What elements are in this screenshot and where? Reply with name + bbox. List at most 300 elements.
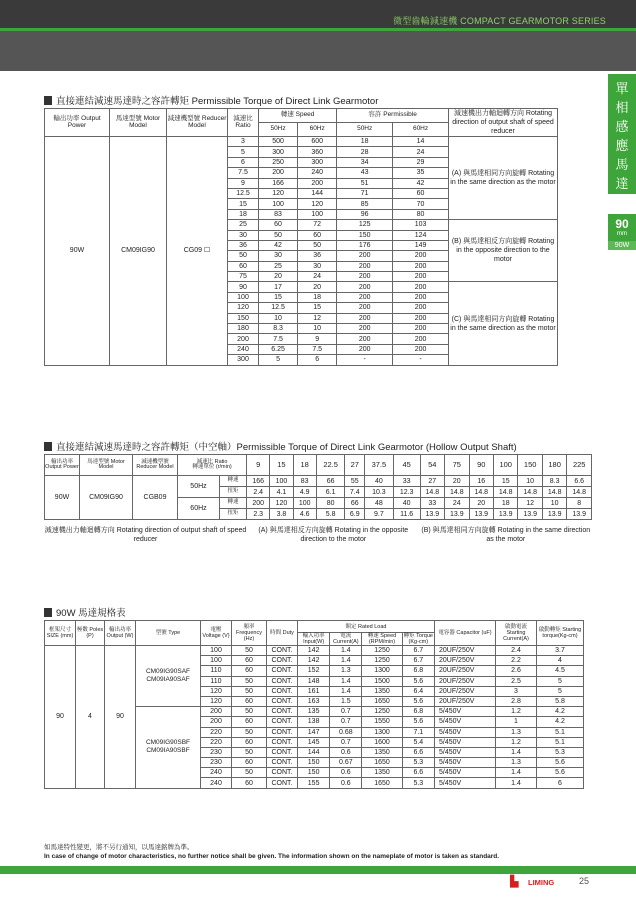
footer-green-rule xyxy=(0,866,636,874)
col-starting-current: 啟動電流 Starting Current(A) xyxy=(496,621,537,646)
table-cell: 34 xyxy=(337,157,393,167)
ratio-header: 150 xyxy=(518,455,542,476)
table-cell: 200 xyxy=(337,324,393,334)
side-tab-char: 應 xyxy=(615,139,629,154)
table-cell: 5.3 xyxy=(537,747,584,757)
table-cell: 5 xyxy=(537,686,584,696)
ratio-header: 22.5 xyxy=(316,455,345,476)
table-cell: 14.8 xyxy=(567,487,592,498)
logo-text: LIMING xyxy=(528,878,555,887)
table-cell: 1350 xyxy=(362,768,402,778)
motor-model-cell: CM09IG90 xyxy=(110,137,167,366)
ratio-header: 90 xyxy=(469,455,493,476)
table-cell: 1650 xyxy=(362,758,402,768)
ratio-header: 9 xyxy=(247,455,270,476)
table-cell: 230 xyxy=(201,747,232,757)
table-cell: 4 xyxy=(537,656,584,666)
table-cell: 60 xyxy=(298,230,337,240)
table-cell: CONT. xyxy=(267,737,298,747)
table-cell: 500 xyxy=(259,137,298,147)
table-cell: 120 xyxy=(228,303,259,313)
table-cell: 5 xyxy=(537,676,584,686)
table-cell: 200 xyxy=(201,717,232,727)
table-cell: 100 xyxy=(270,476,293,487)
table-cell: 15 xyxy=(493,476,517,487)
poles-cell: 4 xyxy=(76,646,105,789)
table-cell: 110 xyxy=(201,676,232,686)
table-cell: CONT. xyxy=(267,768,298,778)
table-cell: 0.7 xyxy=(330,717,362,727)
table-cell: 125 xyxy=(337,220,393,230)
table-cell: 60 xyxy=(393,188,449,198)
table-cell: CONT. xyxy=(267,666,298,676)
table-cell: 50 xyxy=(232,747,267,757)
table-cell: 100 xyxy=(259,199,298,209)
table-cell: 148 xyxy=(298,676,330,686)
table-cell: 5.6 xyxy=(537,758,584,768)
table-cell: 30 xyxy=(259,251,298,261)
table-cell: 6.4 xyxy=(402,686,434,696)
table-cell: 5 xyxy=(259,355,298,365)
table-cell: 4.1 xyxy=(270,487,293,498)
col-speed-60hz: 60Hz xyxy=(298,123,337,137)
table-cell: 6.8 xyxy=(402,707,434,717)
table-cell: - xyxy=(337,355,393,365)
table-cell: 124 xyxy=(393,230,449,240)
table-cell: 200 xyxy=(393,334,449,344)
table-cell: 96 xyxy=(337,209,393,219)
table-cell: 100 xyxy=(293,498,316,509)
table-row xyxy=(45,476,592,487)
table-cell: CONT. xyxy=(267,717,298,727)
motor-spec-table xyxy=(44,620,584,789)
ratio-header: 100 xyxy=(493,455,517,476)
table-cell: 200 xyxy=(393,324,449,334)
table-cell: 24 xyxy=(445,498,469,509)
ratio-header: 37.5 xyxy=(365,455,394,476)
table-cell: 200 xyxy=(337,272,393,282)
col-current: 電流 Current(A) xyxy=(330,633,362,646)
col-type: 型號 Type xyxy=(136,621,201,646)
table-cell: 14.8 xyxy=(445,487,469,498)
table-cell: 6.8 xyxy=(402,666,434,676)
table-cell: 13.9 xyxy=(567,509,592,520)
table-cell: 149 xyxy=(393,240,449,250)
table-cell: 18 xyxy=(228,209,259,219)
table-cell: 13.9 xyxy=(493,509,517,520)
table-cell: 5.1 xyxy=(537,727,584,737)
col-rotating-direction: 減速機出力軸迴轉方向 Rotating direction of output shaft of speed reducer xyxy=(449,109,558,137)
table-cell: 200 xyxy=(393,344,449,354)
table-cell: 6 xyxy=(537,778,584,788)
table-cell: 5.1 xyxy=(537,737,584,747)
table-cell: 200 xyxy=(393,303,449,313)
table-cell: 27 xyxy=(420,476,444,487)
side-tab xyxy=(608,74,636,194)
ratio-header: 54 xyxy=(420,455,444,476)
table-cell: 200 xyxy=(393,313,449,323)
table-cell: 60 xyxy=(259,220,298,230)
table-cell: 15 xyxy=(298,303,337,313)
table-cell: - xyxy=(393,355,449,365)
table-cell: 80 xyxy=(393,209,449,219)
table-cell: 0.7 xyxy=(330,707,362,717)
table-cell: 12.5 xyxy=(228,188,259,198)
table-cell: 9 xyxy=(228,178,259,188)
table-cell: 5.8 xyxy=(316,509,345,520)
table-cell: 300 xyxy=(259,147,298,157)
table-cell: 50 xyxy=(232,727,267,737)
table-cell: 30 xyxy=(298,261,337,271)
col-speed-50hz: 50Hz xyxy=(259,123,298,137)
bullet-square-icon xyxy=(44,96,52,105)
table-cell: 3.7 xyxy=(537,646,584,656)
bullet-square-icon xyxy=(44,442,52,451)
table-cell: 4.2 xyxy=(537,717,584,727)
table-cell: 6.1 xyxy=(316,487,345,498)
table-row xyxy=(45,137,558,147)
table-cell: 35 xyxy=(393,168,449,178)
table-cell: 1300 xyxy=(362,666,402,676)
note-english: In case of change of motor characteristics, no further notice shall be given. The information shown on the nameplate of motor is taken as standard. xyxy=(44,853,500,860)
table-cell: 100 xyxy=(228,292,259,302)
table-cell: 50 xyxy=(259,230,298,240)
table-cell: 152 xyxy=(298,666,330,676)
table-cell: 240 xyxy=(298,168,337,178)
table-cell: 7.5 xyxy=(298,344,337,354)
table-cell: 66 xyxy=(316,476,345,487)
table-cell: 24 xyxy=(393,147,449,157)
table-cell: 83 xyxy=(293,476,316,487)
table-cell: 90 xyxy=(228,282,259,292)
table-cell: 0.6 xyxy=(330,778,362,788)
page-number: 25 xyxy=(579,876,590,886)
table-cell: 20UF/250V xyxy=(435,646,496,656)
section2-title: 直接連結減速馬達時之容許轉矩（中空軸）Permissible Torque of Direct Link Gearmotor (Hollow Output Shaft) xyxy=(44,439,517,453)
table-cell: 20 xyxy=(298,282,337,292)
col-output-power: 輸出功率 Output Power xyxy=(45,109,110,137)
table-cell: 5/450V xyxy=(435,768,496,778)
table-cell: CONT. xyxy=(267,707,298,717)
row-label: 扭矩 xyxy=(219,487,246,498)
table-cell: 12 xyxy=(518,498,542,509)
col-motor-model: 馬達型號 Motor Model xyxy=(80,455,133,476)
table-cell: 20UF/250V xyxy=(435,696,496,706)
table-cell: 120 xyxy=(201,696,232,706)
direction-head: 減速機出力軸迴轉方向 Rotating direction of output shaft of speed reducer xyxy=(44,527,247,543)
ratio-header: 15 xyxy=(270,455,293,476)
table-cell: 12.5 xyxy=(259,303,298,313)
table-cell: 15 xyxy=(228,199,259,209)
table-cell: 1650 xyxy=(362,778,402,788)
section3-title: 90W 馬達規格表 xyxy=(44,605,126,619)
table-cell: 240 xyxy=(201,768,232,778)
table-cell: 10 xyxy=(518,476,542,487)
note-chinese: 如馬達特性變更，將不另行通知，以馬達銘牌為準。 xyxy=(44,844,194,851)
ratio-header: 45 xyxy=(393,455,420,476)
table-cell: 200 xyxy=(337,292,393,302)
table-cell: 1250 xyxy=(362,707,402,717)
table-cell: 4.9 xyxy=(293,487,316,498)
badge-unit: mm xyxy=(617,231,627,237)
table-cell: 1.4 xyxy=(496,778,537,788)
direction-a: (A) 與馬達相反方向旋轉 Rotating in the opposite direction to the motor xyxy=(258,527,409,543)
table-cell: 6.9 xyxy=(345,509,365,520)
table-row xyxy=(45,646,584,656)
table-cell: 200 xyxy=(393,292,449,302)
table-cell: 50 xyxy=(232,686,267,696)
table-cell: 60 xyxy=(232,758,267,768)
frequency-cell: 50Hz xyxy=(178,476,220,498)
table-cell: 42 xyxy=(259,240,298,250)
table-cell: 48 xyxy=(365,498,394,509)
table-cell: 200 xyxy=(228,334,259,344)
col-voltage: 電壓 Voltage (V) xyxy=(201,621,232,646)
table-cell: 1.4 xyxy=(330,656,362,666)
table-cell: 50 xyxy=(228,251,259,261)
table-cell: 6.6 xyxy=(567,476,592,487)
table-cell: 5.6 xyxy=(537,768,584,778)
table-cell: 75 xyxy=(228,272,259,282)
table-cell: 20UF/250V xyxy=(435,686,496,696)
col-input: 輸入功率 Input(W) xyxy=(298,633,330,646)
table-cell: 1.4 xyxy=(496,747,537,757)
table-cell: 142 xyxy=(298,646,330,656)
table-cell: CONT. xyxy=(267,676,298,686)
table-cell: 60 xyxy=(228,261,259,271)
row-label: 轉速 xyxy=(219,476,246,487)
table-cell: 5/450V xyxy=(435,758,496,768)
badge-watt: 90W xyxy=(608,241,636,250)
table-cell: 1.2 xyxy=(496,707,537,717)
col-permissible: 容許 Permissible xyxy=(337,109,449,123)
table-cell: 15 xyxy=(259,292,298,302)
table-cell: 2.4 xyxy=(496,646,537,656)
logo-mark-icon: ▙ xyxy=(510,876,519,888)
table-cell: 600 xyxy=(298,137,337,147)
table-cell: 60 xyxy=(232,778,267,788)
col-duty: 時間 Duty xyxy=(267,621,298,646)
table-cell: 9.7 xyxy=(365,509,394,520)
table-cell: 25 xyxy=(228,220,259,230)
table-cell: 2.3 xyxy=(247,509,270,520)
table-cell: 12.3 xyxy=(393,487,420,498)
table-cell: 230 xyxy=(201,758,232,768)
table-cell: 1.4 xyxy=(330,646,362,656)
row-label: 扭矩 xyxy=(219,509,246,520)
col-speed: 轉速 Speed xyxy=(259,109,337,123)
frequency-cell: 60Hz xyxy=(178,498,220,520)
table-cell: CONT. xyxy=(267,686,298,696)
reducer-model-cell: CG09 ☐ xyxy=(167,137,228,366)
top-bar xyxy=(0,0,636,28)
table-cell: 0.6 xyxy=(330,768,362,778)
table-cell: 150 xyxy=(298,768,330,778)
col-poles: 極數 Poles (P) xyxy=(76,621,105,646)
table-cell: 72 xyxy=(298,220,337,230)
direction-a: (A) 與馬達相同方向旋轉 Rotating in the same direction as the motor xyxy=(449,137,558,220)
table-cell: 200 xyxy=(337,344,393,354)
table-cell: 12 xyxy=(298,313,337,323)
table-cell: 4.6 xyxy=(293,509,316,520)
table-cell: 147 xyxy=(298,727,330,737)
table-cell: 200 xyxy=(259,168,298,178)
table-cell: 60 xyxy=(232,656,267,666)
table-cell: 5/450V xyxy=(435,737,496,747)
table-cell: 0.7 xyxy=(330,737,362,747)
table-cell: 9 xyxy=(298,334,337,344)
table-cell: CONT. xyxy=(267,656,298,666)
table-cell: 14.8 xyxy=(469,487,493,498)
table-cell: 66 xyxy=(345,498,365,509)
table-cell: 150 xyxy=(228,313,259,323)
table-cell: 11.6 xyxy=(393,509,420,520)
table-cell: 5.6 xyxy=(402,676,434,686)
table-cell: 200 xyxy=(393,261,449,271)
table-cell: 51 xyxy=(337,178,393,188)
series-title: 微型齒輪減速機 COMPACT GEARMOTOR SERIES xyxy=(393,16,606,26)
table-cell: 1250 xyxy=(362,656,402,666)
table-cell: 5.6 xyxy=(402,696,434,706)
table-cell: 60 xyxy=(232,737,267,747)
side-tab-char: 馬 xyxy=(615,158,629,173)
col-reducer-model: 減速機型號 Reducer Model xyxy=(167,109,228,137)
table-cell: 5 xyxy=(228,147,259,157)
table-cell: 80 xyxy=(316,498,345,509)
table-cell: 60 xyxy=(232,696,267,706)
side-tab-char: 相 xyxy=(615,101,629,116)
table-cell: 1250 xyxy=(362,646,402,656)
table-cell: 18 xyxy=(298,292,337,302)
table-cell: 360 xyxy=(298,147,337,157)
table-cell: 43 xyxy=(337,168,393,178)
table-cell: 180 xyxy=(228,324,259,334)
table-cell: 40 xyxy=(393,498,420,509)
table-cell: 42 xyxy=(393,178,449,188)
side-tab-char: 感 xyxy=(615,120,629,135)
table-cell: 1500 xyxy=(362,676,402,686)
table-cell: 33 xyxy=(420,498,444,509)
table-cell: 1 xyxy=(496,717,537,727)
table-cell: 20 xyxy=(259,272,298,282)
table-cell: 1.4 xyxy=(330,686,362,696)
table-cell: 110 xyxy=(201,666,232,676)
table-cell: 8.3 xyxy=(259,324,298,334)
table-cell: 166 xyxy=(259,178,298,188)
table-cell: 29 xyxy=(393,157,449,167)
table-cell: 220 xyxy=(201,727,232,737)
badge-number: 90 xyxy=(615,217,629,231)
table-cell: 36 xyxy=(298,251,337,261)
table-cell: CONT. xyxy=(267,758,298,768)
ratio-header: 225 xyxy=(567,455,592,476)
direction-b: (B) 與馬達相反方向旋轉 Rotating in the opposite direction to the motor xyxy=(449,220,558,282)
table-cell: 145 xyxy=(298,737,330,747)
table-cell: 20 xyxy=(469,498,493,509)
table-cell: 166 xyxy=(247,476,270,487)
table-cell: 5.4 xyxy=(402,737,434,747)
table-cell: 220 xyxy=(201,737,232,747)
direction-b: (B) 與馬達相同方向旋轉 Rotating in the same direction as the motor xyxy=(421,527,591,543)
table-cell: 10 xyxy=(542,498,566,509)
table-cell: 13.9 xyxy=(542,509,566,520)
col-output-power: 輸出功率 Output Power xyxy=(45,455,80,476)
table-cell: 14.8 xyxy=(420,487,444,498)
output-power-cell: 90W xyxy=(45,137,110,366)
col-ratio: 減速比 Ratio xyxy=(228,109,259,137)
table-cell: 1.5 xyxy=(330,696,362,706)
table-cell: 200 xyxy=(337,303,393,313)
table-cell: 5/450V xyxy=(435,778,496,788)
table-cell: 50 xyxy=(232,707,267,717)
table-cell: 3 xyxy=(228,137,259,147)
table-cell: 161 xyxy=(298,686,330,696)
table-cell: 2.4 xyxy=(247,487,270,498)
table-cell: 200 xyxy=(298,178,337,188)
table-cell: 8.3 xyxy=(542,476,566,487)
col-torque-50hz: 50Hz xyxy=(337,123,393,137)
table-cell: 13.9 xyxy=(518,509,542,520)
liming-logo xyxy=(510,875,570,891)
table-cell: 7.4 xyxy=(345,487,365,498)
table-cell: 55 xyxy=(345,476,365,487)
table-cell: 7.5 xyxy=(259,334,298,344)
table-cell: 6.25 xyxy=(259,344,298,354)
table-cell: 14.8 xyxy=(518,487,542,498)
output-cell: 90 xyxy=(105,646,136,789)
table-cell: 144 xyxy=(298,188,337,198)
table-cell: 25 xyxy=(259,261,298,271)
table-cell: 20 xyxy=(445,476,469,487)
table-cell: 2.6 xyxy=(496,666,537,676)
table-cell: 240 xyxy=(201,778,232,788)
table-cell: CONT. xyxy=(267,646,298,656)
col-rated-torque: 轉矩 Torque (Kg-cm) xyxy=(403,633,433,645)
table-cell: 2.2 xyxy=(496,656,537,666)
table-cell: CONT. xyxy=(267,727,298,737)
table-cell: 50 xyxy=(232,768,267,778)
table-cell: 8 xyxy=(567,498,592,509)
table-cell: 120 xyxy=(201,686,232,696)
table-cell: 1550 xyxy=(362,717,402,727)
table-cell: 50 xyxy=(232,646,267,656)
table-cell: 5/450V xyxy=(435,707,496,717)
table-cell: 200 xyxy=(337,282,393,292)
col-size: 框架尺寸 SIZE (mm) xyxy=(45,621,76,646)
table-cell: 250 xyxy=(259,157,298,167)
table-cell: 13.9 xyxy=(445,509,469,520)
table-cell: 1600 xyxy=(362,737,402,747)
table-cell: 142 xyxy=(298,656,330,666)
table-cell: 40 xyxy=(365,476,394,487)
table-cell: 5/450V xyxy=(435,727,496,737)
table-cell: 200 xyxy=(393,272,449,282)
table-cell: CONT. xyxy=(267,778,298,788)
col-reducer-model: 減速機型號 Reducer Model xyxy=(133,455,178,476)
table-cell: 6 xyxy=(298,355,337,365)
table-cell: 14.8 xyxy=(493,487,517,498)
table-cell: 13.9 xyxy=(420,509,444,520)
col-rated-load: 額定 Rated Load xyxy=(298,621,435,633)
table-cell: 240 xyxy=(228,344,259,354)
direct-link-torque-table xyxy=(44,108,558,366)
col-output: 輸出功率 Output (W) xyxy=(105,621,136,646)
table-cell: 20UF/250V xyxy=(435,666,496,676)
table-cell: 10 xyxy=(259,313,298,323)
table-cell: 144 xyxy=(298,747,330,757)
reducer-model-cell: CGB09 xyxy=(133,476,178,520)
table-cell: 100 xyxy=(201,656,232,666)
